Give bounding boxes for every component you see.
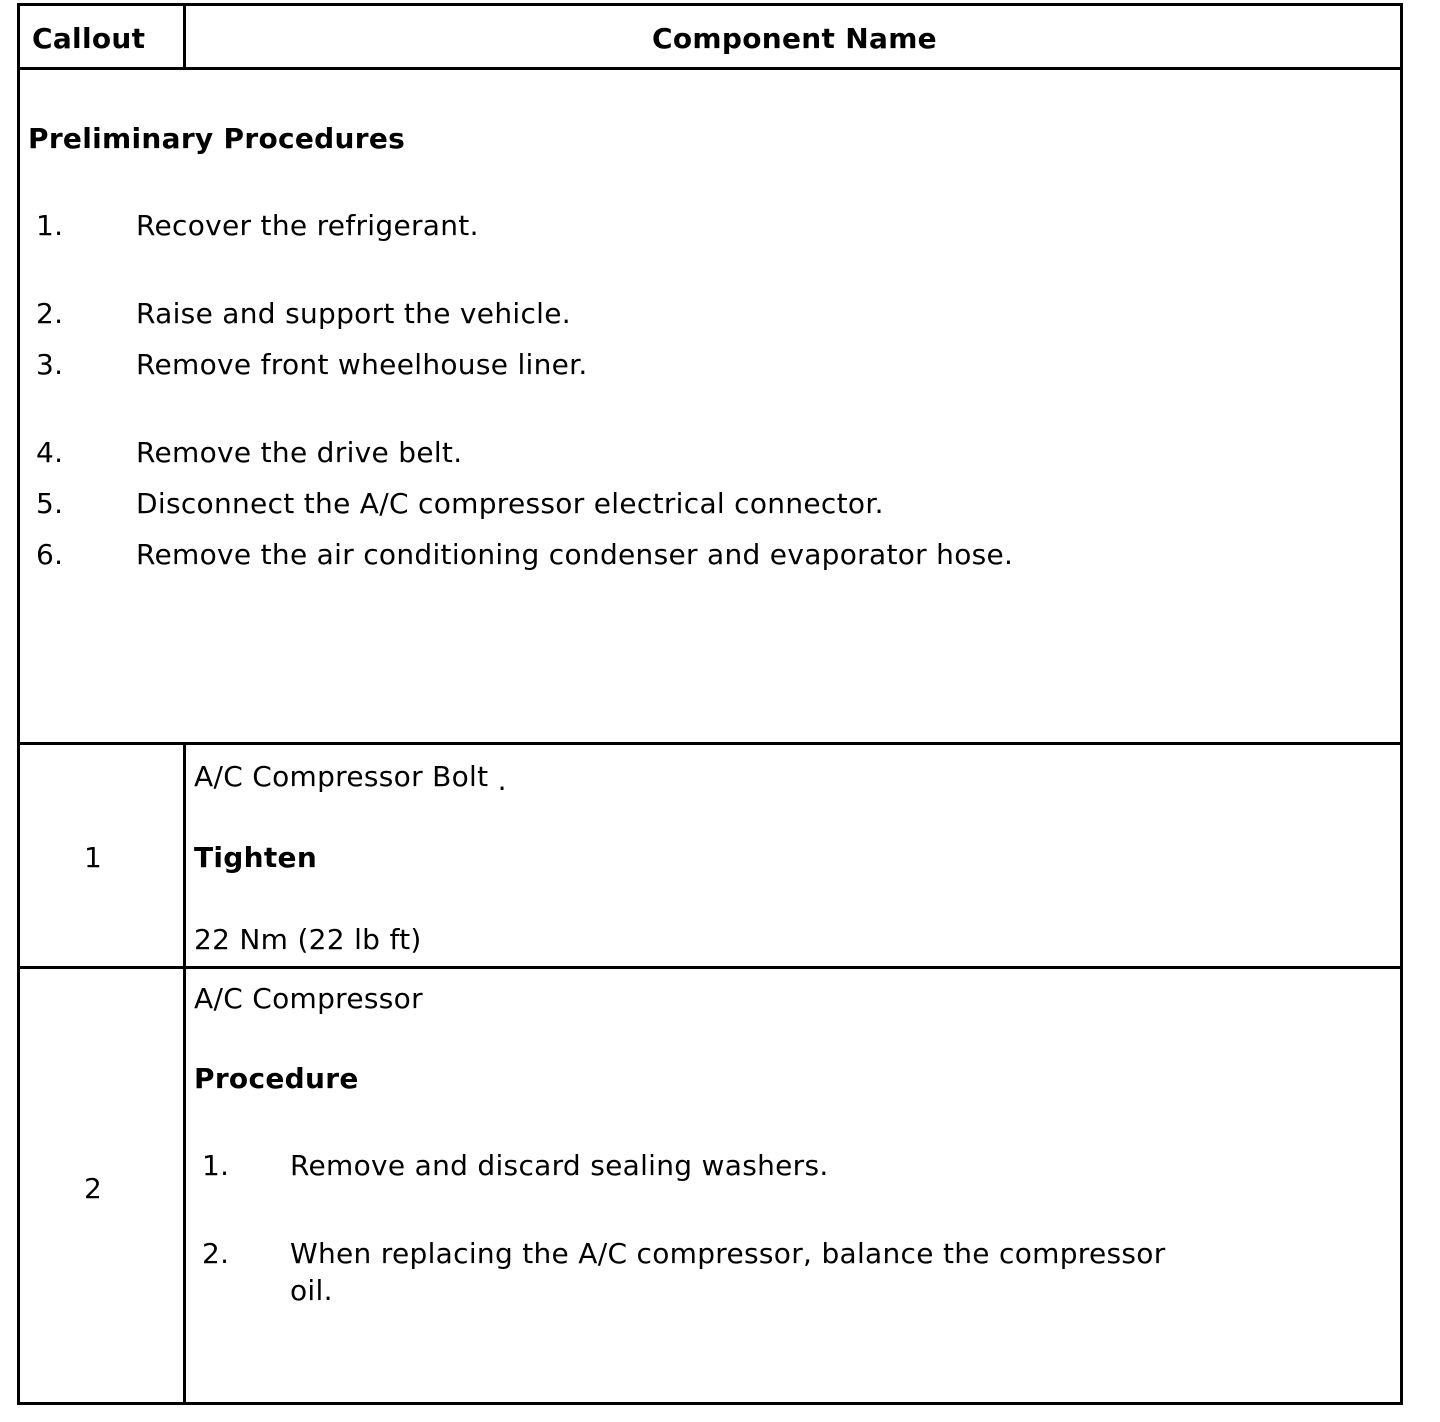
callout-number: 2 [83, 1172, 103, 1205]
component-name [194, 760, 507, 797]
step-text: Remove the air conditioning condenser and evaporator hose. [136, 538, 1014, 571]
procedure-table [17, 3, 1403, 1405]
section-divider [20, 742, 1400, 745]
component-name: A/C Compressor [194, 982, 423, 1015]
row-divider [20, 966, 1400, 969]
step-number: 2. [202, 1237, 230, 1270]
step-text: Remove the drive belt. [136, 436, 463, 469]
component-name-text: A/C Compressor Bolt [194, 760, 489, 793]
row-subheading: Tighten [194, 841, 318, 874]
step-text: Recover the refrigerant. [136, 209, 479, 242]
header-divider [20, 67, 1400, 70]
step-text: Raise and support the vehicle. [136, 297, 571, 330]
step-text: Remove and discard sealing washers. [290, 1149, 829, 1182]
step-text: Remove front wheelhouse liner. [136, 348, 588, 381]
step-number: 2. [36, 297, 64, 330]
step-number: 5. [36, 487, 64, 520]
step-number: 6. [36, 538, 64, 571]
component-name-suffix: . [497, 764, 507, 797]
torque-value: 22 Nm (22 lb ft) [194, 923, 422, 956]
step-number: 3. [36, 348, 64, 381]
step-text-line-1: When replacing the A/C compressor, balance the compressor [290, 1237, 1166, 1270]
header-component-name: Component Name [652, 22, 937, 55]
step-number: 1. [36, 209, 64, 242]
callout-number: 1 [83, 841, 103, 874]
step-number: 1. [202, 1149, 230, 1182]
callout-column-divider [183, 743, 186, 1405]
step-text: Disconnect the A/C compressor electrical connector. [136, 487, 884, 520]
step-number: 4. [36, 436, 64, 469]
row-subheading: Procedure [194, 1062, 359, 1095]
step-text-line-2: oil. [290, 1274, 333, 1307]
preliminary-title: Preliminary Procedures [28, 122, 406, 155]
header-callout: Callout [32, 22, 146, 55]
header-column-divider [183, 6, 186, 68]
